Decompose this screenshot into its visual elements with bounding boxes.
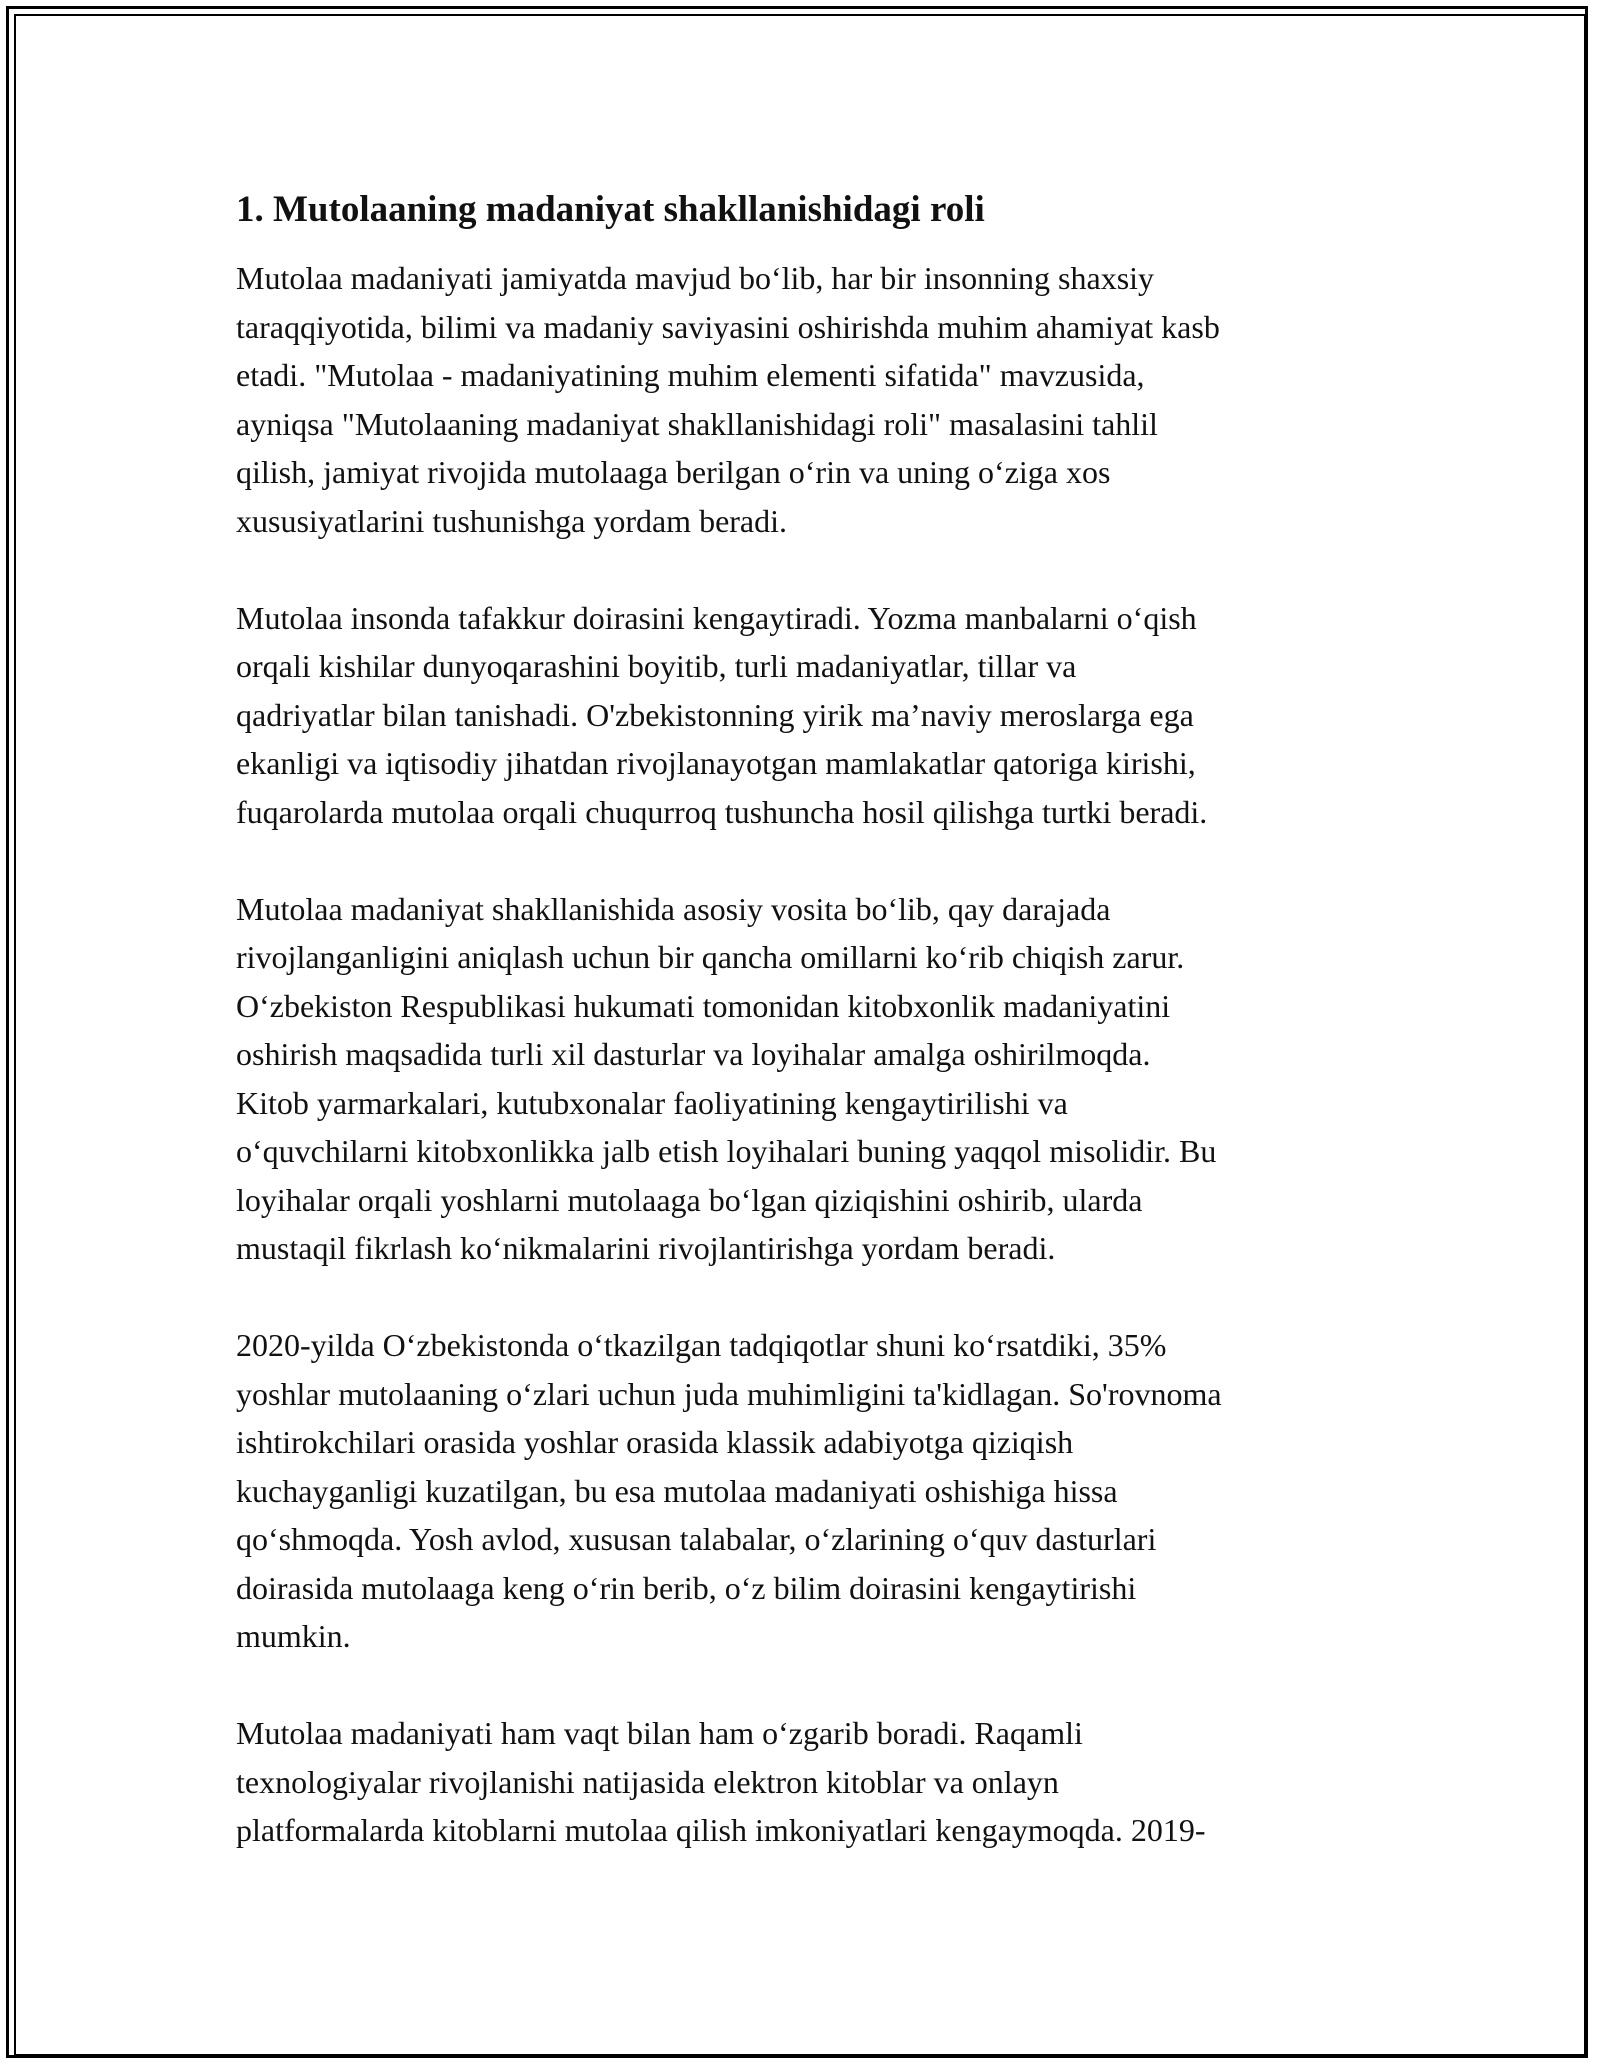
text-line: oshirish maqsadida turli xil dasturlar va loyihalar amalga oshirilmoqda. <box>236 1036 1151 1072</box>
paragraph <box>236 254 1376 545</box>
text-line: Mutolaa madaniyati jamiyatda mavjud bo‘lib, har bir insonning shaxsiy <box>236 260 1155 296</box>
paragraph <box>236 594 1376 837</box>
text-line: loyihalar orqali yoshlarni mutolaaga bo‘lgan qiziqishini oshirib, ularda <box>236 1181 1143 1218</box>
text-line: ayniqsa "Mutolaaning madaniyat shakllanishidagi roli" masalasini tahlil <box>236 405 1158 442</box>
text-line: O‘zbekiston Respublikasi hukumati tomonidan kitobxonlik madaniyatini <box>236 987 1171 1024</box>
text-line: fuqarolarda mutolaa orqali chuqurroq tushuncha hosil qilishga turtki beradi. <box>236 793 1208 830</box>
text-line: rivojlanganligini aniqlash uchun bir qancha omillarni ko‘rib chiqish zarur. <box>236 939 1185 975</box>
paragraph <box>236 1709 1376 1855</box>
text-line: etadi. "Mutolaa - madaniyatining muhim elementi sifatida" mavzusida, <box>236 357 1145 393</box>
text-line: Mutolaa madaniyati ham vaqt bilan ham o‘zgarib boradi. Raqamli <box>236 1715 1083 1751</box>
text-line: Mutolaa madaniyat shakllanishida asosiy vosita bo‘lib, qay darajada <box>236 890 1111 927</box>
text-line: platformalarda kitoblarni mutolaa qilish imkoniyatlari kengaymoqda. 2019- <box>236 1812 1206 1848</box>
text-line: Mutolaa insonda tafakkur doirasini kengaytiradi. Yozma manbalarni o‘qish <box>236 599 1197 636</box>
text-line: ishtirokchilari orasida yoshlar orasida klassik adabiyotga qiziqish <box>236 1424 1074 1460</box>
text-line: mumkin. <box>236 1618 351 1654</box>
document-body <box>236 186 1376 1903</box>
text-line: o‘quvchilarni kitobxonlikka jalb etish loyihalari buning yaqqol misolidir. Bu <box>236 1133 1217 1169</box>
text-line: xususiyatlarini tushunishga yordam beradi. <box>236 502 788 539</box>
text-line: orqali kishilar dunyoqarashini boyitib, turli madaniyatlar, tillar va <box>236 648 1077 684</box>
text-line: taraqqiyotida, bilimi va madaniy saviyasini oshirishda muhim ahamiyat kasb <box>236 308 1220 345</box>
text-line: mustaqil fikrlash ko‘nikmalarini rivojlantirishga yordam beradi. <box>236 1230 1056 1266</box>
text-line: qo‘shmoqda. Yosh avlod, xususan talabalar, o‘zlarining o‘quv dasturlari <box>236 1521 1157 1557</box>
text-line: ekanligi va iqtisodiy jihatdan rivojlanayotgan mamlakatlar qatoriga kirishi, <box>236 745 1196 781</box>
text-line: Kitob yarmarkalari, kutubxonalar faoliyatining kengaytirilishi va <box>236 1084 1068 1121</box>
text-line: 2020-yilda O‘zbekistonda o‘tkazilgan tadqiqotlar shuni ko‘rsatdiki, 35% <box>236 1327 1167 1363</box>
text-line: qilish, jamiyat rivojida mutolaaga berilgan o‘rin va uning o‘ziga xos <box>236 454 1111 490</box>
paragraph <box>236 1321 1376 1661</box>
text-line: texnologiyalar rivojlanishi natijasida elektron kitoblar va onlayn <box>236 1763 1059 1800</box>
section-heading: 1. Mutolaaning madaniyat shakllanishidagi roli <box>236 189 985 230</box>
text-line: doirasida mutolaaga keng o‘rin berib, o‘z bilim doirasini kengaytirishi <box>236 1569 1137 1606</box>
paragraph <box>236 885 1376 1273</box>
text-line: yoshlar mutolaaning o‘zlari uchun juda muhimligini ta'kidlagan. So'rovnoma <box>236 1375 1222 1412</box>
text-line: kuchayganligi kuzatilgan, bu esa mutolaa madaniyati oshishiga hissa <box>236 1472 1118 1509</box>
text-line: qadriyatlar bilan tanishadi. O'zbekistonning yirik ma’naviy meroslarga ega <box>236 696 1194 733</box>
